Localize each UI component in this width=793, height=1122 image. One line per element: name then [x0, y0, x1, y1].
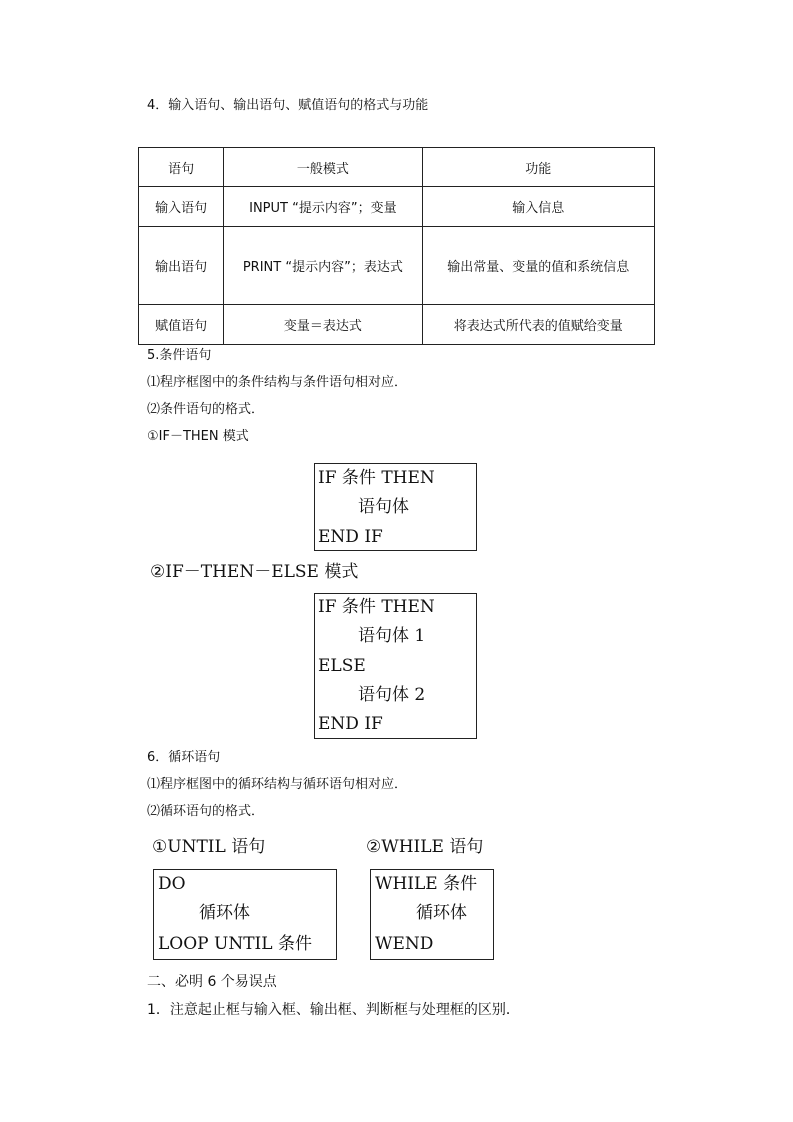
table-row	[139, 187, 655, 227]
while-code-box	[370, 869, 494, 960]
table-cell: PRINT “提示内容”；表达式	[224, 227, 422, 305]
section-5-item-2: ⑵条件语句的格式．	[147, 402, 265, 417]
table-cell: 赋值语句	[139, 305, 224, 345]
code-line: 循环体	[416, 903, 467, 923]
table-header-cell: 语句	[139, 148, 224, 187]
table-header-row	[139, 148, 655, 187]
code-line: 循环体	[199, 903, 250, 923]
statement-table	[138, 147, 655, 345]
section-6-title: 6．循环语句	[147, 750, 221, 765]
until-label: ①UNTIL 语句	[152, 837, 266, 857]
code-line: IF 条件 THEN	[318, 597, 435, 617]
table-row	[139, 305, 655, 345]
while-label: ②WHILE 语句	[366, 837, 484, 857]
section-5-title: 5.条件语句	[147, 348, 212, 363]
table-cell: 输入信息	[422, 187, 654, 227]
until-code-box	[153, 869, 337, 960]
code-line: 语句体	[358, 497, 409, 517]
section-4-title: 4．输入语句、输出语句、赋值语句的格式与功能	[147, 98, 429, 113]
if-then-else-label: ②IF－THEN－ELSE 模式	[150, 562, 359, 582]
table-cell: 输出语句	[139, 227, 224, 305]
table-row	[139, 227, 655, 305]
if-then-code-box	[314, 463, 477, 551]
part-2-item-1: 1．注意起止框与输入框、输出框、判断框与处理框的区别．	[147, 1002, 520, 1018]
table-cell: 变量＝表达式	[224, 305, 422, 345]
table-cell: INPUT “提示内容”；变量	[224, 187, 422, 227]
table-header-cell: 功能	[422, 148, 654, 187]
section-6-item-1: ⑴程序框图中的循环结构与循环语句相对应．	[147, 777, 408, 792]
code-line: WEND	[375, 934, 434, 954]
code-line: DO	[158, 874, 186, 894]
section-5-item-1: ⑴程序框图中的条件结构与条件语句相对应．	[147, 375, 408, 390]
code-line: END IF	[318, 527, 383, 547]
table-cell: 输出常量、变量的值和系统信息	[422, 227, 654, 305]
code-line: LOOP UNTIL 条件	[158, 934, 312, 954]
if-then-else-code-box	[314, 593, 477, 739]
code-line: IF 条件 THEN	[318, 468, 435, 488]
table-cell: 将表达式所代表的值赋给变量	[422, 305, 654, 345]
if-then-label: ①IF－THEN 模式	[147, 429, 249, 444]
code-line: ELSE	[318, 656, 366, 676]
code-line: 语句体 1	[358, 626, 426, 646]
code-line: END IF	[318, 714, 383, 734]
code-line: WHILE 条件	[375, 874, 478, 894]
table-cell: 输入语句	[139, 187, 224, 227]
section-6-item-2: ⑵循环语句的格式．	[147, 804, 265, 819]
code-line: 语句体 2	[358, 685, 426, 705]
table-header-cell: 一般模式	[224, 148, 422, 187]
part-2-title: 二、必明 6 个易误点	[147, 974, 277, 990]
